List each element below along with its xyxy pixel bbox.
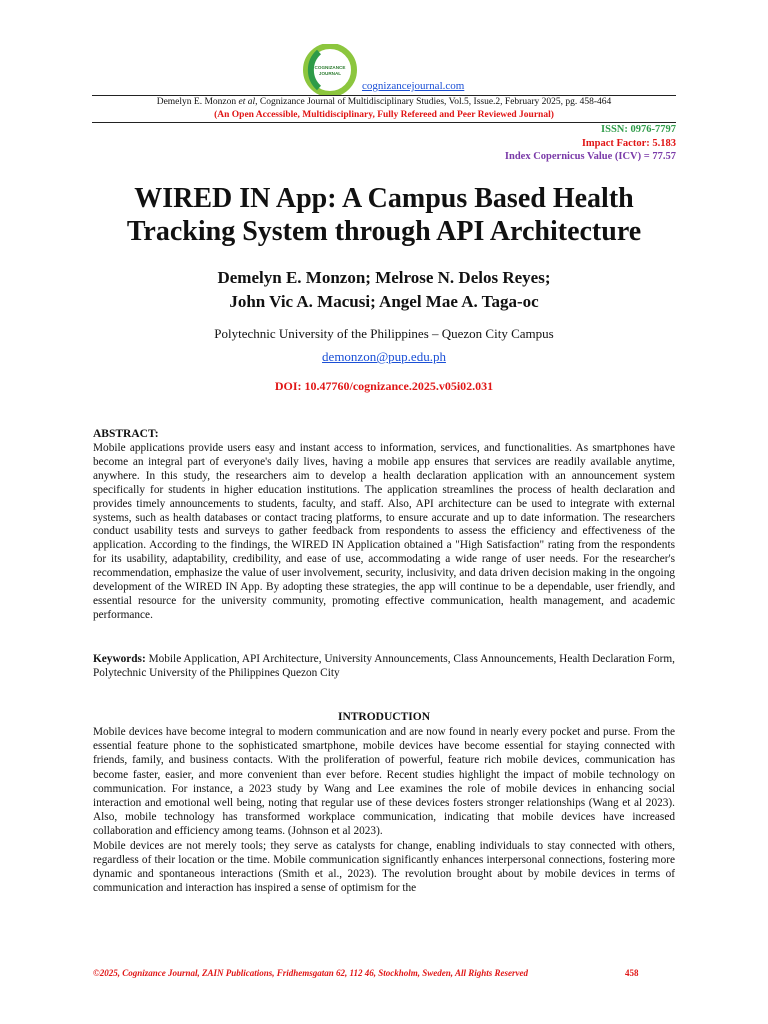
- abstract-heading: ABSTRACT:: [93, 428, 159, 440]
- header-rule-top: [92, 95, 676, 96]
- title-line-1: WIRED IN App: A Campus Based Health: [134, 183, 634, 214]
- paper-title: [60, 182, 708, 248]
- svg-text:JOURNAL: JOURNAL: [318, 71, 342, 76]
- author-list: [60, 266, 708, 314]
- affiliation: Polytechnic University of the Philippines – Quezon City Campus: [214, 326, 554, 341]
- author-email-link[interactable]: demonzon@pup.edu.ph: [322, 349, 446, 364]
- introduction-paragraph-2: Mobile devices are not merely tools; they serve as catalysts for change, enabling individuals to stay connected with others, regardless of their location or the time. Mobile communication significantly enhances interpersonal connections, fostering more dynamic and spontaneous interactions (Smith et al., 2023). The revolution brought about by mobile devices in terms of communication and interaction has inspired a sense of optimism for the: [93, 839, 675, 895]
- icv-value: Index Copernicus Value (ICV) = 77.57: [504, 151, 676, 162]
- title-line-2: Tracking System through API Architecture: [126, 216, 642, 247]
- keywords: [93, 652, 675, 680]
- introduction-paragraph-1: Mobile devices have become integral to modern communication and are now found in nearly every pocket and purse. From the essential feature phone to the sophisticated smartphone, mobile devices have become essential for staying connected with friends, family, and business contacts. With the proliferation of powerful, feature rich mobile devices, communication has become faster, easier, and more convenient than ever before. Recent studies highlight the impact of mobile technology on communication. For instance, a 2023 study by Wang and Lee examines the role of mobile devices in enhancing social interaction and emotional well being, noting that regular use of these devices fosters stronger relationships (Wang et al 2023). Also, mobile technology has transformed workplace communication, indicating that mobile devices have increased collaboration and efficiency among teams. (Johnson et al 2023).: [93, 726, 675, 838]
- authors-line-1: Demelyn E. Monzon; Melrose N. Delos Reyes;: [217, 268, 551, 287]
- citation-line: Demelyn E. Monzon et al, Cognizance Journal of Multidisciplinary Studies, Vol.5, Issue.2, February 2025, pg. 458-464: [156, 97, 612, 107]
- introduction-heading: INTRODUCTION: [337, 711, 430, 723]
- authors-line-2: John Vic A. Macusi; Angel Mae A. Taga-oc: [229, 292, 539, 311]
- abstract-text: Mobile applications provide users easy and instant access to information, services, and functionalities. As smartphones have become an integral part of everyone's daily lives, having a mobile app ensures that services are readily available anytime, anywhere. In this study, the researchers aim to develop a health declaration application with an announcement system specifically for students in higher education institutions. The application streamlines the process of health declaration and provides timely announcements to students, faculty, and staff. Also, API architecture can be used to integrate with external systems, such as health databases or contact tracing platforms, to ensure accurate and up to date information. The researchers conduct usability tests and surveys to gather feedback from respondents to assess the efficiency and effectiveness of the application. According to the findings, the WIRED IN Application obtained a "High Satisfaction" rating from the respondents for its usability, adaptability, credibility, and ease of use, accommodating a wide range of user needs. For the researcher's recommendation, emphasize the value of user involvement, security, inclusivity, and data driven decision making in the ongoing development of the WIRED IN App. By adopting these strategies, the app will continue to be a dependable, user friendly, and essential resource for the university community, promoting effective communication, health management, and academic performance.: [93, 442, 675, 621]
- open-access-note: (An Open Accessible, Multidisciplinary, Fully Refereed and Peer Reviewed Journal): [214, 110, 554, 120]
- journal-logo: [297, 44, 363, 96]
- keywords-text: Mobile Application, API Architecture, University Announcements, Class Announcements, Health Declaration Form, Polytechnic University of the Philippines Quezon City: [93, 653, 675, 679]
- svg-text:COGNIZANCE: COGNIZANCE: [314, 65, 346, 70]
- doi: DOI: 10.47760/cognizance.2025.v05i02.031: [274, 379, 494, 393]
- page-number: 458: [625, 968, 639, 978]
- issn: ISSN: 0976-7797: [601, 124, 676, 135]
- introduction-body: [93, 725, 675, 895]
- footer-copyright: ©2025, Cognizance Journal, ZAIN Publications, Fridhemsgatan 62, 112 46, Stockholm, Sweden, All Rights Reserved: [93, 968, 528, 978]
- journal-website-link[interactable]: cognizancejournal.com: [362, 80, 465, 92]
- keywords-label: Keywords:: [93, 653, 146, 665]
- header-rule-bottom: [92, 122, 676, 123]
- impact-factor: Impact Factor: 5.183: [581, 138, 676, 149]
